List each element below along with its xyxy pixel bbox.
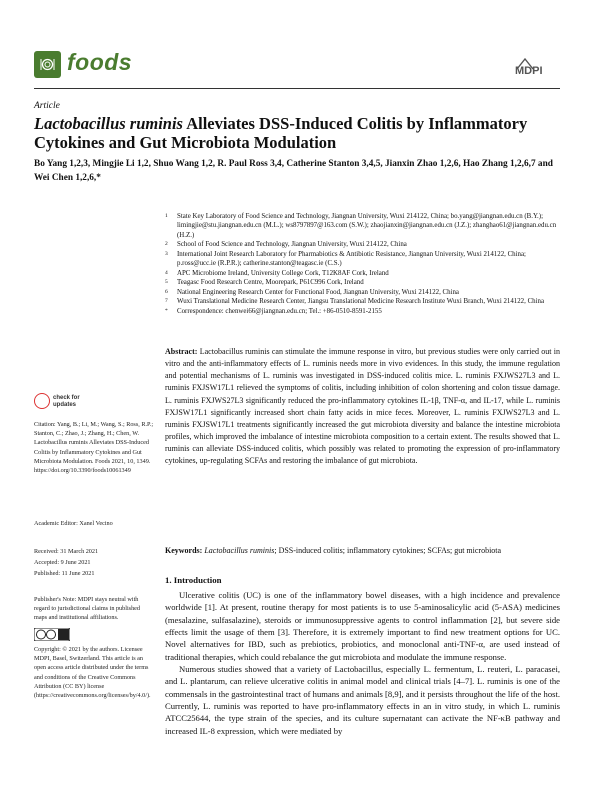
affiliation-item xyxy=(165,250,560,269)
keywords-rest: ; DSS-induced colitis; inflammatory cytokines; SCFAs; gut microbiota xyxy=(274,546,502,555)
check-line2: updates xyxy=(53,402,77,408)
plate-icon xyxy=(40,57,55,72)
affiliation-number: 4 xyxy=(165,269,168,276)
affiliation-number: 7 xyxy=(165,298,168,305)
affiliation-number: 5 xyxy=(165,279,168,286)
affiliation-number: 6 xyxy=(165,288,168,295)
intro-text xyxy=(165,589,560,737)
affiliation-item xyxy=(165,269,560,278)
abstract xyxy=(165,346,560,468)
academic-editor: Academic Editor: Xanel Vecino xyxy=(34,520,113,527)
intro-paragraph-2: Numerous studies showed that a variety of Lactobacillus, especially L. fermentum, L. reuteri, L. paracasei, and L. plantarum, can relieve ulcerative colitis in animal model and clinical trials [4–7]. L. ruminis is one of the commensals in the gastrointestinal tract of humans and animals [8,9], and it persists throughout the life of the host. Currently, L. ruminis was reported to have pro-inflammatory effects in an in vitro study, in which L. ruminis ATCC25644, the type strain of the species, and its culture supernatant can activate the NF-κB pathway and increased IL-8 expression, which were mediated by xyxy=(165,664,560,736)
affiliation-number: 3 xyxy=(165,250,168,257)
affiliation-text: Correspondence: chenwei66@jiangnan.edu.cn; Tel.: +86-0510-8591-2155 xyxy=(177,307,382,315)
affiliation-number: 2 xyxy=(165,241,168,248)
affiliation-item xyxy=(165,278,560,287)
citation: Citation: Yang, B.; Li, M.; Wang, S.; Ross, R.P.; Stanton, C.; Zhao, J.; Zhang, H.; Chen, W. Lactobacillus ruminis Alleviates DSS-Induced Colitis by Inflammatory Cytokines and Gut Microbiota Modulation. Foods 2021, 10, 1349. https://doi.org/10.3390/foods10061349 xyxy=(34,421,154,475)
keywords xyxy=(165,545,560,557)
article-type: Article xyxy=(34,101,60,111)
affiliation-number: * xyxy=(165,307,168,314)
affiliation-text: State Key Laboratory of Food Science and Technology, Jiangnan University, Wuxi 214122, China; bo.yang@jiangnan.edu.cn (B.Y.); limingjie@stu.jiangnan.edu.cn (M.L.); ws8797897@163.com (S.W.); zhaojianxin@jiangnan.edu.cn (J.Z.); zhanghao61@jiangnan.edu.cn (H.Z.) xyxy=(177,213,557,239)
authors: Bo Yang 1,2,3, Mingjie Li 1,2, Shuo Wang 1,2, R. Paul Ross 3,4, Catherine Stanton 3,4,5, Jianxin Zhao 1,2,6, Hao Zhang 1,2,6,7 and Wei Chen 1,2,6,* xyxy=(34,159,553,183)
publisher-note: Publisher's Note: MDPI stays neutral with regard to jurisdictional claims in published maps and institutional affiliations. xyxy=(34,596,141,622)
abstract-label: Abstract: xyxy=(165,347,198,356)
received-date: Received: 31 March 2021 xyxy=(34,548,99,555)
intro-paragraph-1: Ulcerative colitis (UC) is one of the inflammatory bowel diseases, with a high incidence and prevalence worldwide [1]. At present, routine therapy for most patients is to use 5-aminosalicylic acid (5-ASA) medicines (mesalazine, sulfasalazine), steroids or immunosuppressive agents to control inflammation [2], but severe side effects limit the usage of them [3]. Therefore, it is extremely important to find new treatment options for UC. Novel alternatives for IBD, such as prebiotics, probiotics, and monoclonal anti-TNF-α, are used instead of traditional therapies, which could rebalance the gut microbiota and modulate the immune response. xyxy=(165,590,560,662)
affiliation-item xyxy=(165,297,560,306)
affiliations xyxy=(165,212,560,316)
affiliation-text: School of Food Science and Technology, Jiangnan University, Wuxi 214122, China xyxy=(177,241,407,249)
journal-logo xyxy=(34,51,61,78)
accepted-date: Accepted: 9 June 2021 xyxy=(34,559,91,566)
title-rest: Alleviates DSS-Induced Colitis by Inflammatory Cytokines and Gut Microbiota Modulation xyxy=(34,114,528,152)
title-italic: Lactobacillus ruminis xyxy=(34,114,183,133)
affiliation-text: APC Microbiome Ireland, University College Cork, T12K8AF Cork, Ireland xyxy=(177,269,389,277)
keywords-label: Keywords: xyxy=(165,546,203,555)
svg-text:MDPI: MDPI xyxy=(515,65,543,77)
affiliation-text: Teagasc Food Research Centre, Moorepark, P61C996 Cork, Ireland xyxy=(177,279,364,287)
affiliation-item xyxy=(165,212,560,240)
affiliation-item xyxy=(165,307,560,316)
journal-name: foods xyxy=(67,49,133,75)
keywords-italic: Lactobacillus ruminis xyxy=(204,546,275,555)
check-updates-icon xyxy=(34,393,50,409)
affiliation-number: 1 xyxy=(165,213,168,219)
paper-title xyxy=(34,114,554,152)
affiliation-item xyxy=(165,288,560,297)
check-for-updates[interactable] xyxy=(34,393,82,411)
published-date: Published: 11 June 2021 xyxy=(34,570,95,577)
check-line1: check for xyxy=(53,395,80,401)
copyright: Copyright: © 2021 by the authors. Licensee MDPI, Basel, Switzerland. This article is an open access article distributed under the terms and conditions of the Creative Commons Attribution (CC BY) license (https://creativecommons.org/licenses/by/4.0/). xyxy=(34,646,151,700)
affiliation-item xyxy=(165,240,560,249)
abstract-text: Lactobacillus ruminis can stimulate the immune response in vitro, but previous studies were only carried out in vitro and the anti-inflammatory effects of L. ruminis needs more in vivo evidences. In this study, the immune regulation and potential mechanisms of L. ruminis was investigated in DSS-induced colitis mice. L. ruminis FXJWS27L3 and L. ruminis FXJSW17L1 relieved the symptoms of colitis, including inhibition of colon shortening and colon tissue damage. L. ruminis FXJWS27L3 significantly reduced the pro-inflammatory cytokines IL-1β, TNF-α, and IL-17, while L. ruminis FXJSW17L1 significantly increased short chain fatty acids in mice feces. Moreover, L. ruminis FXJWS27L3 and L. ruminis FXJSW17L1 treatments significantly increased the gut microbiota diversity and balance the intestine microbiota profiles, which improved the imbalance of intestine microbiota composition to a certain extent. The results showed that L. ruminis can alleviate DSS-induced colitis, which possibly was related to promoting the expression of pro-inflammatory cytokines, up-regulating SCFAs and restoring the imbalance of gut microbiota. xyxy=(165,347,561,466)
affiliation-text: Wuxi Translational Medicine Research Center, Jiangsu Translational Medicine Research Institute Wuxi Branch, Wuxi 214122, China xyxy=(177,298,545,306)
cc-by-icon xyxy=(34,628,70,641)
affiliation-text: National Engineering Research Center for Functional Food, Jiangnan University, Wuxi 214122, China xyxy=(177,288,459,296)
header-rule xyxy=(34,88,560,89)
affiliation-text: International Joint Research Laboratory for Pharmabiotics & Antibiotic Resistance, Jiangnan University, Wuxi 214122, China; p.ross@ucc.ie (R.P.R.); catherine.stanton@teagasc.ie (C.S.) xyxy=(177,250,526,268)
section-heading: 1. Introduction xyxy=(165,575,222,585)
mdpi-logo xyxy=(513,55,561,77)
